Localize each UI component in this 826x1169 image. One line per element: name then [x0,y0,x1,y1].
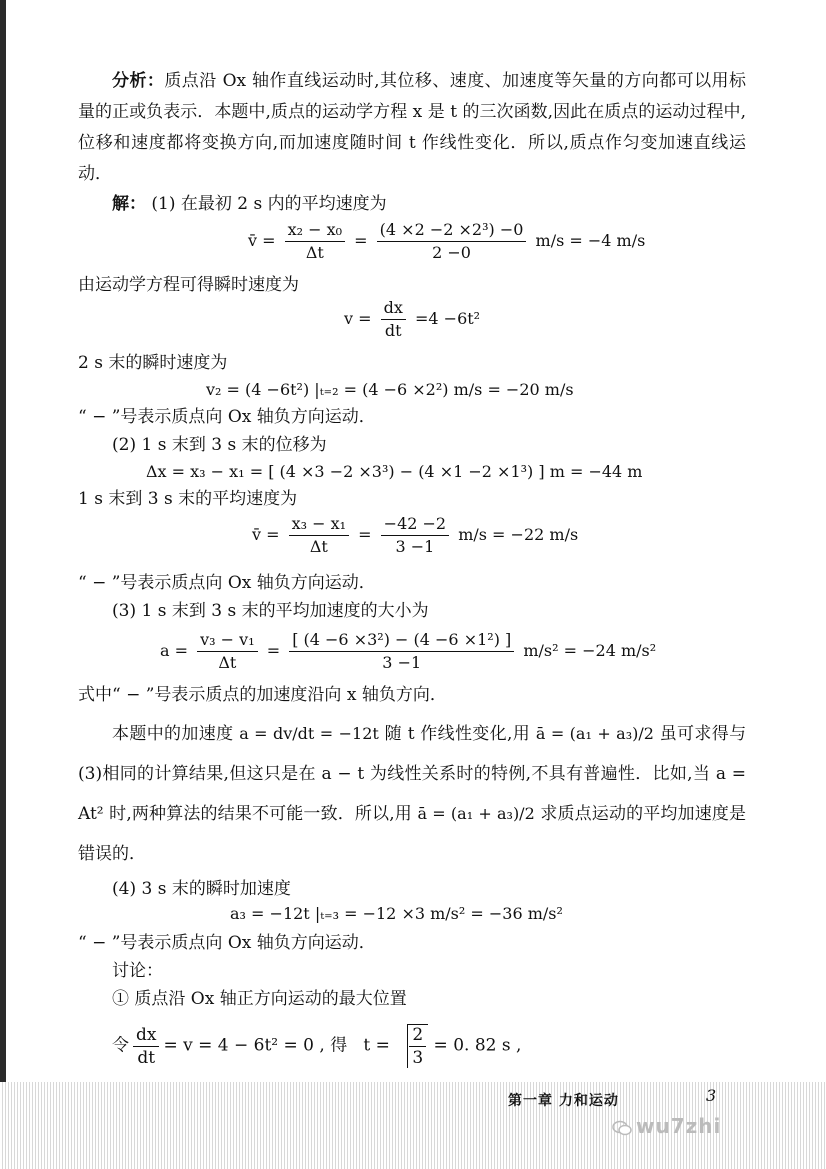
equation-v2: v₂ = (4 −6t²) |ₜ₌₂ = (4 −6 ×2²) m/s = −20 m/s [206,380,574,399]
discussion-item-1: ① 质点沿 Ox 轴正方向运动的最大位置 [112,989,407,1009]
equation-displacement: Δx = x₃ − x₁ = [ (4 ×3 −2 ×3³) − (4 ×1 −2 ×1³) ] m = −44 m [146,462,643,481]
eq1-num2: (4 ×2 −2 ×2³) −0 [377,220,527,242]
eq8-sqrt-num: 2 [409,1025,426,1047]
note-part-e: 求质点运动的平均加速度是错误的． [78,804,747,864]
analysis-text: 质点沿 Ox 轴作直线运动时,其位移、速度、加速度等矢量的方向都可以用标量的正或负表示．本题中,质点的运动学方程 x 是 t 的三次函数,因此在质点的运动过程中,位移和速度都将变换方向,而加速度随时间 t 作线性变化．所以,质点作匀变加速直线运动． [78,71,747,184]
eq2-lhs: v = [344,309,372,328]
eq1-den1: Δt [305,243,324,262]
eq8-end: = 0. 82 s , [433,1035,522,1056]
solution-part1-intro [112,193,387,215]
eq6-den1: Δt [218,653,237,672]
sqrt-symbol [395,1024,428,1068]
analysis-paragraph [78,66,746,190]
part2-intro: (2) 1 s 末到 3 s 末的位移为 [112,435,327,455]
eq5-rhs: m/s = −22 m/s [458,525,579,544]
eq5-num2: −42 −2 [381,514,449,536]
equation-a3: a₃ = −12t |ₜ₌₃ = −12 ×3 m/s² = −36 m/s² [230,904,563,923]
sign-note-2: “ − ”号表示质点向 Ox 轴负方向运动． [78,573,376,593]
part4-intro: (4) 3 s 末的瞬时加速度 [112,879,291,899]
note-part-d: 虽可求得与(3)相同的计算结果,但这只是在 a − t 为线性关系时的特例,不具有普遍性．比如,当 a = At² 时,两种算法的结果不可能一致．所以,用 [78,724,747,824]
sign-note-1: “ − ”号表示质点向 Ox 轴负方向运动． [78,407,376,427]
eq1-lhs: v̄ = [248,231,276,250]
eq1-den2: 2 −0 [432,243,471,262]
eq8-frac-den: dt [137,1047,156,1068]
text-average-velocity-2: 1 s 末到 3 s 末的平均速度为 [78,489,298,509]
page-number: 3 [706,1086,717,1105]
eq2-rhs: =4 −6t² [414,309,481,328]
eq1-rhs: m/s = −4 m/s [535,231,646,250]
discussion-label: 讨论： [112,961,163,981]
eq5-num1: x₃ − x₁ [289,514,349,536]
part3-intro: (3) 1 s 末到 3 s 末的平均加速度的大小为 [112,601,429,621]
solution-label: 解： [112,194,146,214]
equation-average-velocity-2: v̄ = $\frac{\text{x₃ − x₁}}{\Delta t}$ = $\frac{-42 -2}{3 -1}$ m/s = −22 m/s [252,514,579,556]
eq8-sqrt-den: 3 [412,1048,424,1068]
eq8-prefix: 令 [112,1035,129,1056]
watermark: wu7zhi [636,1114,722,1138]
equation-average-acceleration: a = $\frac{\text{v₃ − v₁}}{\Delta t}$ = $\frac{\text{[ (4 −6 ×3²) − (4 −6 ×1²) ]}}{3 -1}$ m/s² = −24 m/s² [160,630,657,672]
note-part-b: 随 t 作线性变化,用 [384,724,531,744]
note-paragraph [78,714,746,874]
equation-instant-velocity [344,298,480,341]
part1-intro-text: (1) 在最初 2 s 内的平均速度为 [151,194,387,214]
eq5-den2: 3 −1 [395,537,435,556]
eq5-lhs: v̄ = [252,525,280,544]
eq8-t: t = [363,1035,390,1056]
equation-average-velocity-1: v̄ = $\frac{\text{x₂ − x₀}}{\Delta t}$ = $\frac{\text{(4 ×2 −2 ×2³) −0}}{2 -0}$ m/s = −4 m/s [248,220,646,262]
eq6-num1: v₃ − v₁ [197,630,257,652]
text-2s-velocity: 2 s 末的瞬时速度为 [78,353,228,373]
analysis-label: 分析： [112,71,165,91]
eq2-num: dx [381,298,406,320]
eq6-rhs: m/s² = −24 m/s² [523,641,657,660]
note-accel-eq: a = dv/dt = −12t [239,724,379,743]
equation-max-position-time [112,1024,521,1068]
eq6-lhs: a = [160,641,189,660]
eq5-den1: Δt [309,537,328,556]
eq8-frac-num: dx [133,1025,159,1047]
text-instant-velocity: 由运动学方程可得瞬时速度为 [78,275,299,295]
eq6-num2: [ (4 −6 ×3²) − (4 −6 ×1²) ] [289,630,514,652]
eq8-middle: = v = 4 − 6t² = 0 , 得 [163,1035,348,1056]
eq1-num1: x₂ − x₀ [285,220,345,242]
chapter-title: 第一章 力和运动 [508,1093,619,1109]
sign-note-4: “ − ”号表示质点向 Ox 轴负方向运动． [78,933,376,953]
wechat-icon [612,1120,632,1136]
note-part-a: 本题中的加速度 [112,724,234,744]
eq2-den: dt [384,321,402,340]
note-mean-formula-2: ā = (a₁ + a₃)/2 [417,804,535,823]
note-mean-formula-1: ā = (a₁ + a₃)/2 [535,724,654,743]
eq6-den2: 3 −1 [382,653,422,672]
sign-note-3: 式中“ − ”号表示质点的加速度沿向 x 轴负方向． [78,685,447,705]
